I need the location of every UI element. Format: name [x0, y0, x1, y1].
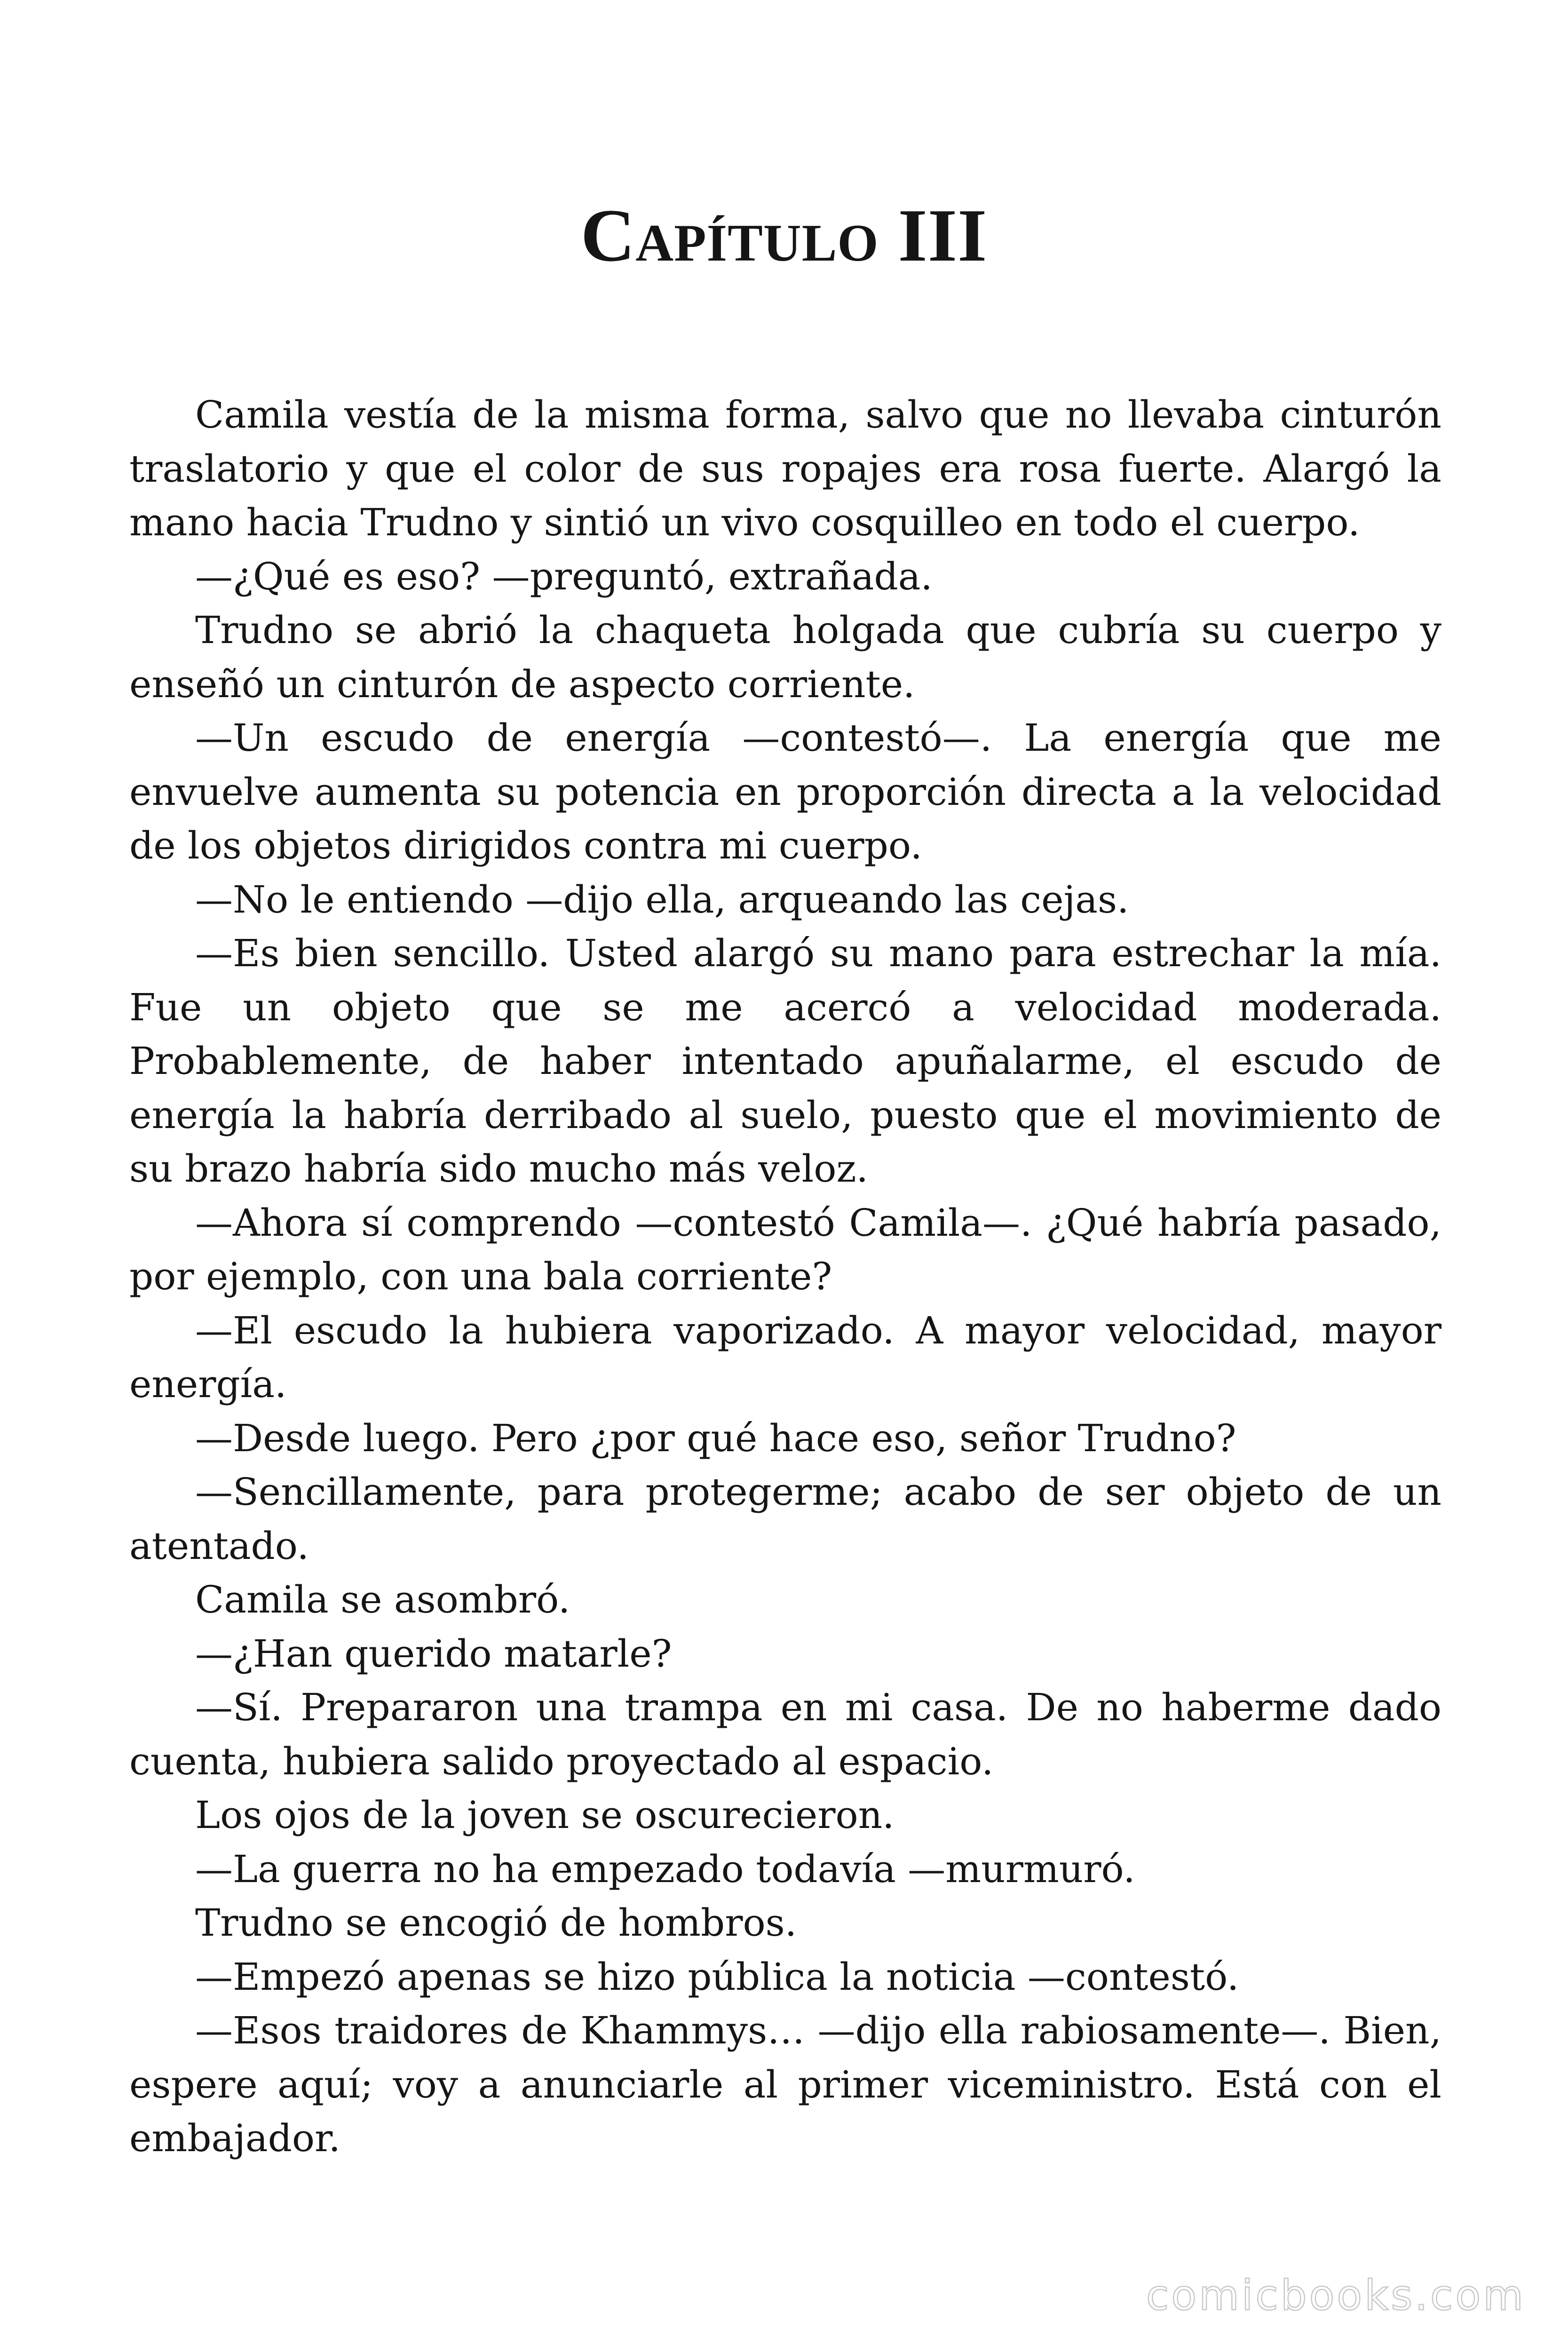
paragraph: —Desde luego. Pero ¿por qué hace eso, señor Trudno?	[195, 1416, 1236, 1460]
chapter-title: Capítulo III	[580, 193, 988, 277]
paragraph: —El escudo la hubiera vaporizado. A mayor velocidad, mayor energía.	[129, 1308, 1441, 1406]
paragraph: Camila vestía de la misma forma, salvo que no llevaba cinturón traslatorio y que el color de sus ropajes era rosa fuerte. Alargó la mano hacia Trudno y sintió un vivo cosquilleo en todo el cuerpo.	[129, 393, 1441, 544]
paragraph: —¿Qué es eso? —preguntó, extrañada.	[195, 554, 933, 598]
paragraph: —Sencillamente, para protegerme; acabo de ser objeto de un atentado.	[129, 1470, 1441, 1568]
paragraph: —Ahora sí comprendo —contestó Camila—. ¿Qué habría pasado, por ejemplo, con una bala corriente?	[129, 1200, 1441, 1298]
paragraph: —No le entiendo —dijo ella, arqueando las cejas.	[195, 877, 1129, 922]
paragraph: Camila se asombró.	[195, 1578, 570, 1621]
paragraph: Trudno se encogió de hombros.	[195, 1901, 797, 1945]
paragraph: —Empezó apenas se hizo pública la noticia —contestó.	[195, 1955, 1239, 1999]
paragraph: —Esos traidores de Khammys… —dijo ella rabiosamente—. Bien, espere aquí; voy a anunciarle al primer viceministro. Está con el embajador.	[129, 2009, 1441, 2160]
paragraph: Los ojos de la joven se oscurecieron.	[195, 1793, 895, 1837]
paragraph: —Es bien sencillo. Usted alargó su mano para estrechar la mía. Fue un objeto que se me acercó a velocidad moderada. Probablemente, de haber intentado apuñalarme, el escudo de energía la habría derribado al suelo, puesto que el movimiento de su brazo habría sido mucho más veloz.	[129, 931, 1441, 1191]
paragraph: —Sí. Prepararon una trampa en mi casa. De no haberme dado cuenta, hubiera salido proyectado al espacio.	[129, 1685, 1441, 1783]
paragraph: —¿Han querido matarle?	[195, 1631, 672, 1676]
paragraph: —Un escudo de energía —contestó—. La energía que me envuelve aumenta su potencia en proporción directa a la velocidad de los objetos dirigidos contra mi cuerpo.	[129, 716, 1441, 867]
watermark: comicbooks.com	[1146, 2271, 1526, 2320]
chapter-body	[129, 388, 1441, 2166]
paragraph: Trudno se abrió la chaqueta holgada que cubría su cuerpo y enseñó un cinturón de aspecto corriente.	[129, 608, 1441, 706]
paragraph: —La guerra no ha empezado todavía —murmuró.	[195, 1847, 1135, 1891]
